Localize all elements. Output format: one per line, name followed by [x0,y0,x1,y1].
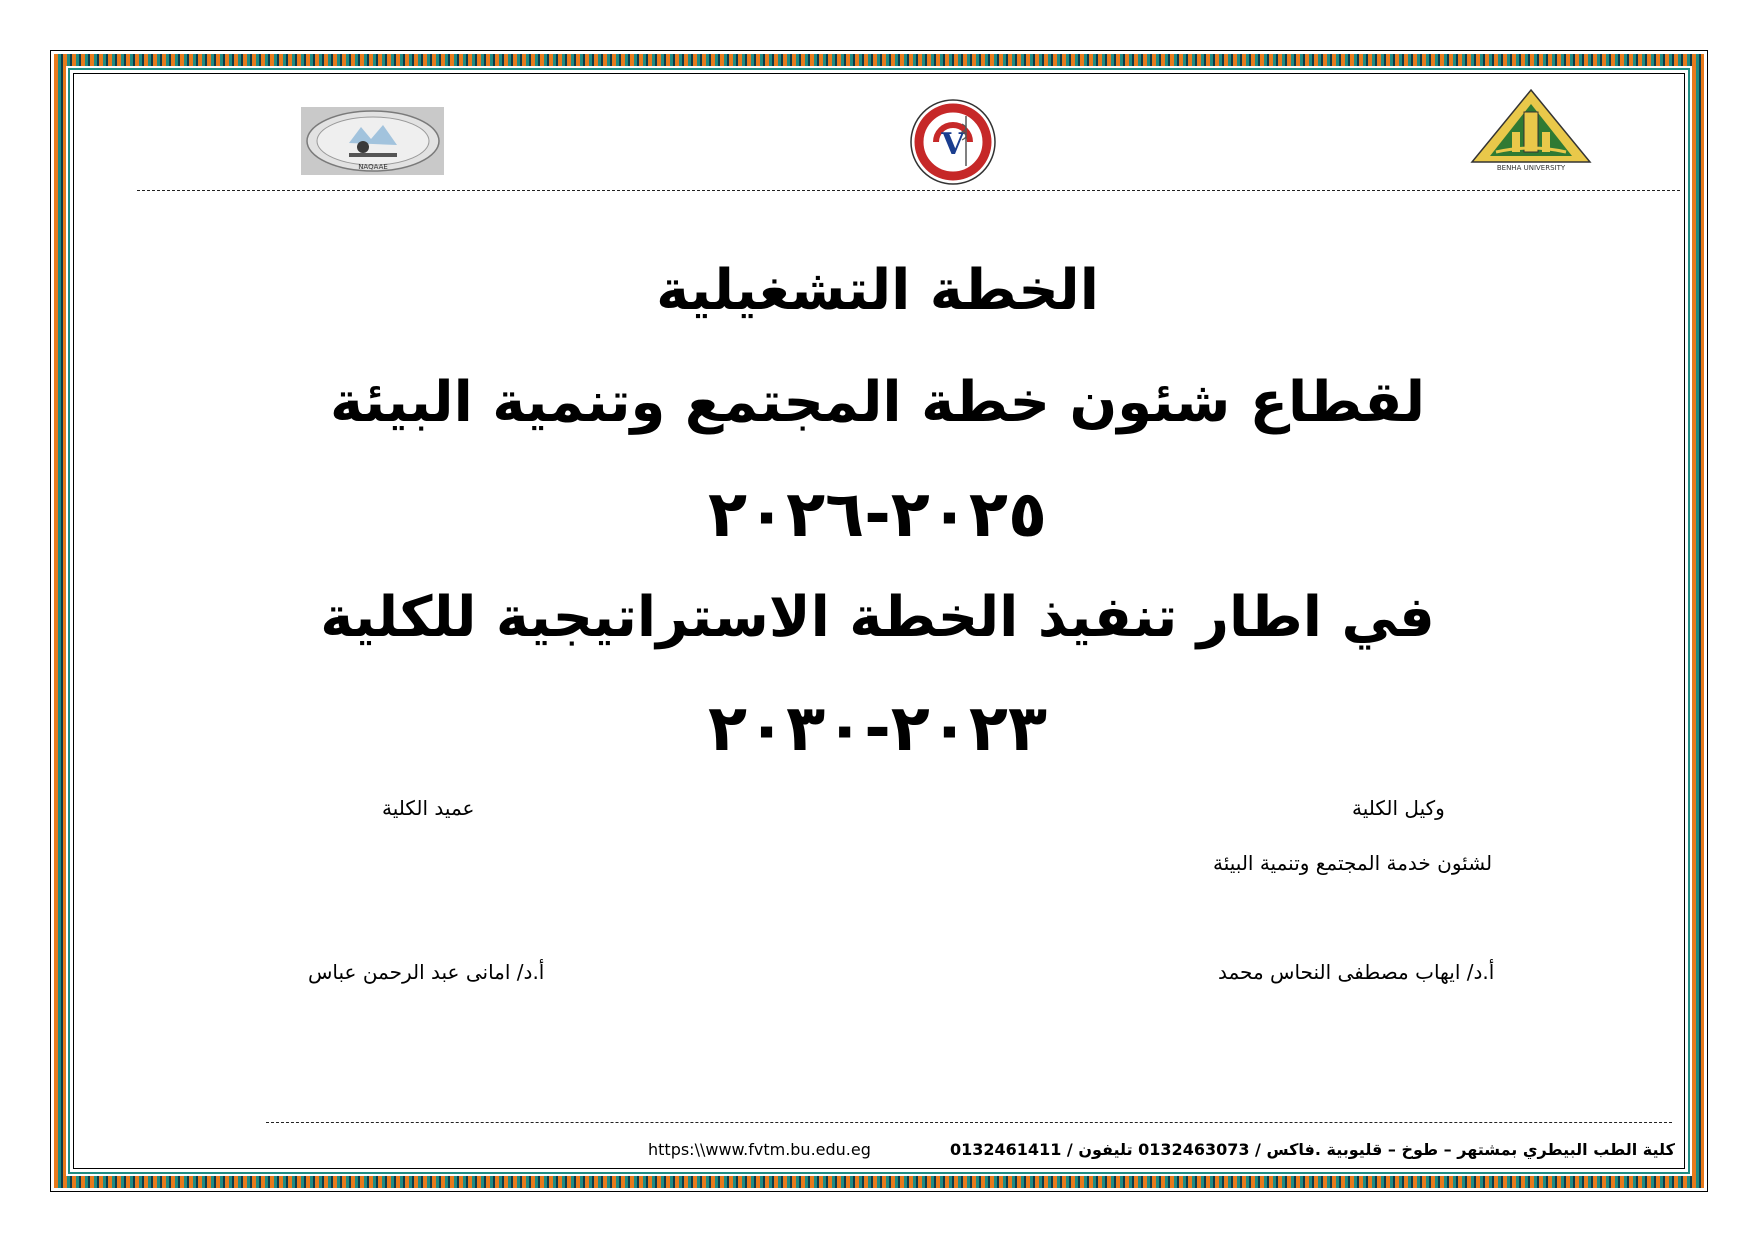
footer-url[interactable]: https:\\www.fvtm.bu.edu.eg [648,1140,871,1159]
document-subtitle: لقطاع شئون خطة المجتمع وتنمية البيئة [330,370,1425,435]
strategic-plan-years: ٢٠٢٣-٢٠٣٠ [707,692,1048,766]
plan-years: ٢٠٢٥-٢٠٢٦ [707,478,1048,552]
deputy-name: أ.د/ ايهاب مصطفى النحاس محمد [1218,960,1495,984]
naqaae-logo [301,107,444,175]
faculty-logo [904,94,1002,186]
deputy-role: وكيل الكلية [1352,796,1445,820]
naqaae-logo-text: NAQAAE [358,163,388,171]
strategic-plan-context: في اطار تنفيذ الخطة الاستراتيجية للكلية [320,585,1435,650]
faculty-logo-letter: V [941,127,965,162]
dean-name: أ.د/ امانى عبد الرحمن عباس [308,960,545,984]
footer-address: كلية الطب البيطري بمشتهر – طوخ – قليوبية .فاكس / 0132463073 تليفون / 0132461411 [950,1140,1675,1159]
dean-role: عميد الكلية [382,796,475,820]
university-logo [1468,86,1594,172]
header-divider [137,190,1680,191]
university-logo-text: BENHA UNIVERSITY [1496,164,1566,172]
footer-divider [266,1122,1672,1123]
deputy-sector: لشئون خدمة المجتمع وتنمية البيئة [1213,851,1493,875]
document-title: الخطة التشغيلية [656,258,1099,323]
